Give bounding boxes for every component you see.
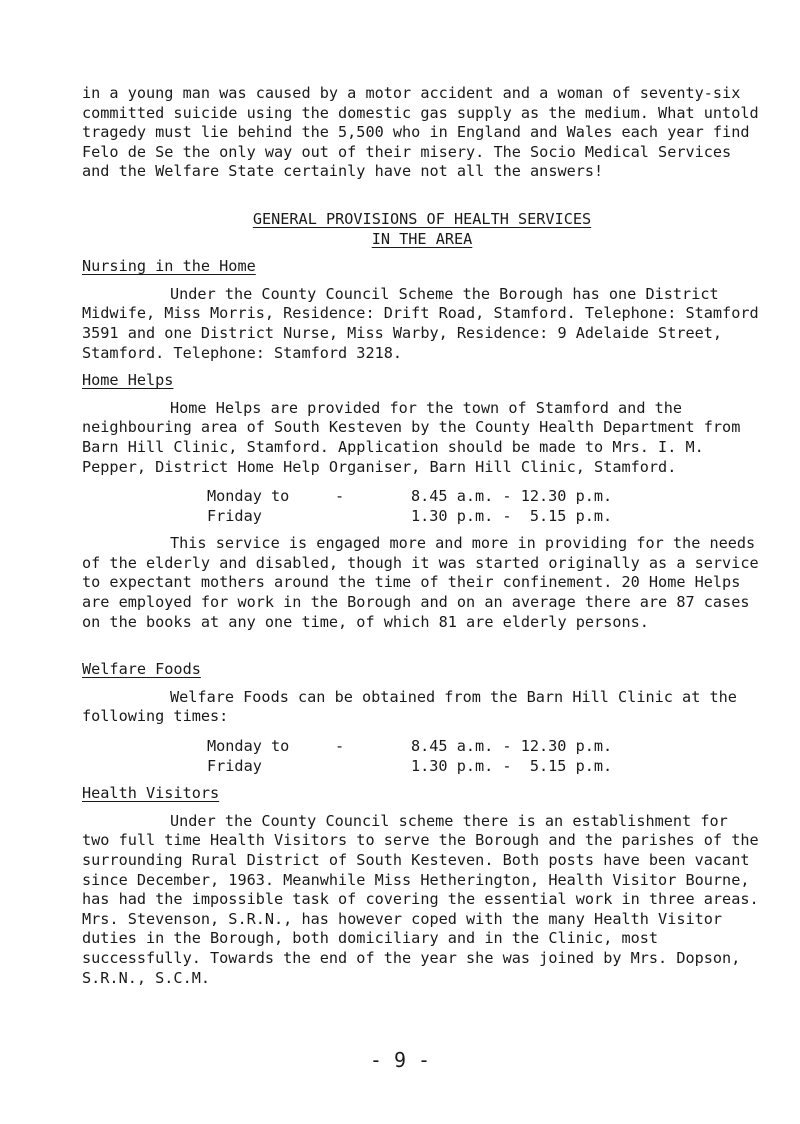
welfare-foods-body: Welfare Foods can be obtained from the Barn Hill Clinic at the following times: — [82, 687, 737, 726]
hours-dash — [335, 507, 411, 527]
main-heading-line2: IN THE AREA — [371, 229, 473, 248]
hours-range: 8.45 a.m. - 12.30 p.m. — [411, 737, 613, 756]
main-heading — [82, 210, 762, 230]
health-visitors-heading: Health Visitors — [82, 784, 220, 803]
welfare-foods-heading: Welfare Foods — [82, 660, 201, 679]
hours-row — [207, 757, 762, 777]
hours-row — [207, 507, 762, 527]
hours-row — [207, 487, 762, 507]
health-visitors-section — [82, 784, 762, 988]
hours-dash — [335, 757, 411, 777]
health-visitors-body: Under the County Council scheme there is an establishment for two full time Health Visitors to serve the Borough and the parishes of the surrounding Rural District of South Kesteven. Both posts have been vacant since December, 1963. Meanwhile Miss Hetherington, Health Visitor Bourne, has had the impossible task of covering the essential work in three areas. Mrs. Stevenson, S.R.N., has however coped with the many Health Visitor duties in the Borough, both domiciliary and in the Clinic, most successfully. Towards the end of the year she was joined by Mrs. Dopson, S.R.N., S.C.M. — [82, 811, 759, 987]
hours-day: Friday — [207, 756, 262, 775]
hours-day: Monday to — [207, 737, 290, 756]
nursing-section — [82, 257, 762, 363]
home-helps-hours — [207, 487, 762, 526]
hours-row — [207, 737, 762, 757]
welfare-foods-section — [82, 660, 762, 776]
hours-dash: - — [335, 737, 345, 756]
welfare-foods-hours — [207, 737, 762, 776]
main-heading-line1: GENERAL PROVISIONS OF HEALTH SERVICES — [252, 209, 592, 228]
hours-dash: - — [335, 487, 345, 506]
hours-day: Friday — [207, 506, 262, 525]
document-page — [82, 84, 762, 988]
hours-day: Monday to — [207, 487, 290, 506]
home-helps-heading: Home Helps — [82, 371, 174, 390]
home-helps-body: Home Helps are provided for the town of Stamford and the neighbouring area of South Kesteven by the County Health Department from Barn Hill Clinic, Stamford. Application should be made to Mrs. I. M. Pepper, District Home Help Organiser, Barn Hill Clinic, Stamford. — [82, 398, 741, 476]
nursing-body: Under the County Council Scheme the Borough has one District Midwife, Miss Morris, Residence: Drift Road, Stamford. Telephone: Stamford 3591 and one District Nurse, Miss Warby, Residence: 9 Adelaide Street, Stamford. Telephone: Stamford 3218. — [82, 284, 759, 362]
home-helps-section — [82, 371, 762, 632]
hours-range: 8.45 a.m. - 12.30 p.m. — [411, 487, 613, 506]
home-helps-body2: This service is engaged more and more in providing for the needs of the elderly and disabled, though it was started originally as a service to expectant mothers around the time of their confinement. 20 Home Helps are employed for work in the Borough and on an average there are 87 cases on the books at any one time, of which 81 are elderly persons. — [82, 534, 759, 631]
hours-range: 1.30 p.m. - 5.15 p.m. — [411, 506, 613, 525]
intro-paragraph: in a young man was caused by a motor accident and a woman of seventy-six committed suicide using the domestic gas supply as the medium. What untold tragedy must lie behind the 5,500 who in England and Wales each year find Felo de Se the only way out of their misery. The Socio Medical Services and the Welfare State certainly have not all the answers! — [82, 84, 759, 181]
hours-range: 1.30 p.m. - 5.15 p.m. — [411, 756, 613, 775]
page-number: - 9 - — [369, 1048, 431, 1072]
main-heading-sub — [82, 230, 762, 250]
nursing-heading: Nursing in the Home — [82, 257, 256, 276]
